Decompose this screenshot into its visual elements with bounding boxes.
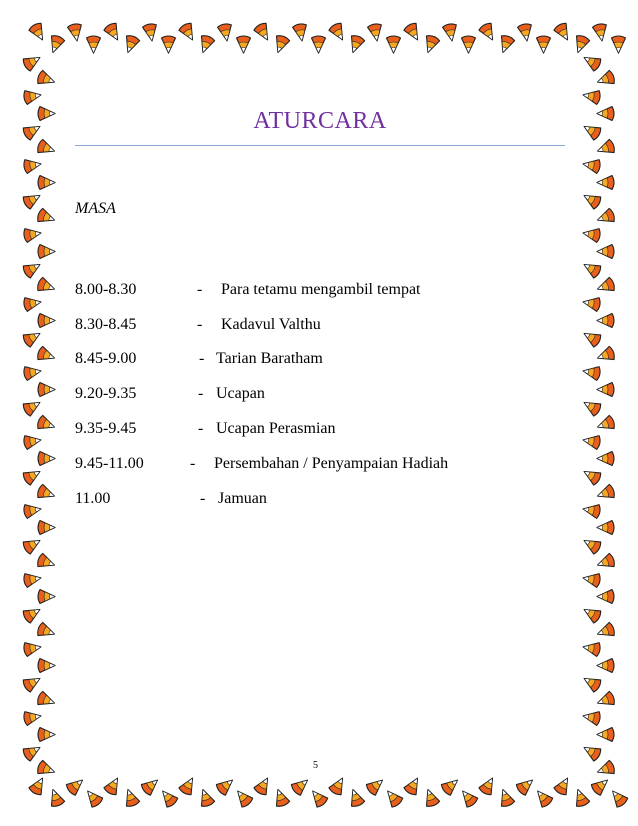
candy-corn-icon: [103, 22, 124, 44]
candy-corn-icon: [595, 208, 616, 227]
candy-corn-icon: [23, 640, 42, 657]
candy-corn-icon: [595, 139, 616, 158]
candy-corn-icon: [196, 34, 215, 55]
candy-corn-icon: [23, 709, 42, 726]
candy-corn-icon: [67, 23, 84, 42]
schedule-item: Jamuan: [218, 490, 267, 507]
candy-corn-icon: [217, 23, 234, 42]
candy-corn-icon: [46, 34, 65, 55]
candy-corn-icon: [121, 787, 140, 808]
candy-corn-icon: [581, 189, 603, 210]
schedule-heading: MASA: [75, 200, 116, 217]
candy-corn-icon: [28, 775, 49, 797]
candy-corn-icon: [22, 258, 44, 279]
schedule-item: Ucapan: [216, 385, 265, 402]
page-title: ATURCARA: [253, 108, 387, 134]
page-number: 5: [313, 760, 318, 771]
candy-corn-icon: [582, 709, 601, 726]
title-divider: [75, 145, 565, 146]
candy-corn-icon: [22, 189, 44, 210]
candy-corn-icon: [571, 787, 590, 808]
candy-corn-icon: [178, 22, 199, 44]
schedule-dash: -: [198, 420, 204, 437]
candy-corn-icon: [537, 36, 551, 53]
candy-corn-icon: [36, 139, 57, 158]
schedule-item: Para tetamu mengambil tempat: [221, 281, 421, 298]
candy-corn-icon: [23, 88, 42, 105]
candy-corn-icon: [36, 691, 57, 710]
schedule-dash: -: [197, 281, 203, 298]
candy-corn-icon: [22, 534, 44, 555]
candy-corn-icon: [215, 775, 237, 797]
schedule-dash: -: [200, 490, 206, 507]
candy-corn-icon: [157, 787, 179, 809]
schedule-row: [0, 455, 638, 477]
candy-corn-icon: [442, 23, 459, 42]
candy-corn-icon: [196, 787, 215, 808]
candy-corn-icon: [162, 36, 176, 53]
schedule-row: [0, 316, 638, 338]
schedule-item: Kadavul Valthu: [221, 316, 321, 333]
candy-corn-icon: [22, 672, 44, 693]
candy-corn-icon: [178, 775, 199, 797]
schedule-dash: -: [199, 350, 205, 367]
candy-corn-icon: [597, 728, 614, 742]
candy-corn-icon: [582, 157, 601, 174]
candy-corn-icon: [582, 640, 601, 657]
candy-corn-icon: [478, 22, 499, 44]
schedule-dash: -: [190, 455, 196, 472]
candy-corn-icon: [582, 226, 601, 243]
candy-corn-icon: [87, 36, 101, 53]
candy-corn-icon: [23, 157, 42, 174]
candy-corn-icon: [581, 603, 603, 624]
candy-corn-icon: [403, 775, 424, 797]
candy-corn-icon: [590, 775, 612, 797]
candy-corn-icon: [365, 775, 387, 797]
candy-corn-icon: [38, 176, 55, 190]
candy-corn-icon: [462, 36, 476, 53]
schedule-item: Tarian Baratham: [216, 350, 323, 367]
candy-corn-icon: [387, 36, 401, 53]
schedule-row: [0, 350, 638, 372]
candy-corn-icon: [307, 787, 329, 809]
candy-corn-icon: [595, 553, 616, 572]
candy-corn-icon: [346, 34, 365, 55]
candy-corn-icon: [592, 23, 609, 42]
candy-corn-icon: [121, 34, 140, 55]
candy-corn-icon: [23, 571, 42, 588]
candy-corn-icon: [82, 787, 104, 809]
candy-corn-icon: [253, 775, 274, 797]
candy-corn-icon: [595, 622, 616, 641]
candy-corn-icon: [496, 787, 515, 808]
candy-corn-icon: [46, 787, 65, 808]
schedule-time: 8.30-8.45: [75, 316, 137, 333]
candy-corn-icon: [23, 226, 42, 243]
schedule-time: 9.20-9.35: [75, 385, 137, 402]
candy-corn-icon: [457, 787, 479, 809]
candy-corn-icon: [65, 775, 87, 797]
candy-corn-icon: [36, 622, 57, 641]
candy-corn-icon: [595, 691, 616, 710]
schedule-time: 8.00-8.30: [75, 281, 137, 298]
candy-corn-icon: [38, 728, 55, 742]
candy-corn-icon: [595, 760, 616, 779]
candy-corn-icon: [237, 36, 251, 53]
candy-corn-icon: [36, 70, 57, 89]
candy-corn-icon: [328, 22, 349, 44]
candy-corn-icon: [597, 590, 614, 604]
candy-corn-icon: [597, 107, 614, 121]
schedule-dash: -: [197, 316, 203, 333]
candy-corn-icon: [312, 36, 326, 53]
schedule-time: 8.45-9.00: [75, 350, 137, 367]
candy-corn-icon: [553, 775, 574, 797]
candy-corn-icon: [36, 208, 57, 227]
candy-corn-icon: [271, 787, 290, 808]
candy-corn-icon: [22, 51, 44, 72]
schedule-row: [0, 490, 638, 512]
schedule-item: Persembahan / Penyampaian Hadiah: [214, 455, 449, 472]
candy-corn-icon: [595, 70, 616, 89]
candy-corn-icon: [496, 34, 515, 55]
candy-corn-icon: [271, 34, 290, 55]
candy-corn-icon: [581, 51, 603, 72]
candy-corn-icon: [382, 787, 404, 809]
candy-corn-icon: [582, 88, 601, 105]
candy-corn-icon: [292, 23, 309, 42]
candy-corn-icon: [515, 775, 537, 797]
schedule-time: 9.35-9.45: [75, 420, 137, 437]
candy-corn-icon: [22, 603, 44, 624]
candy-corn-icon: [253, 22, 274, 44]
candy-corn-icon: [581, 258, 603, 279]
candy-corn-icon: [22, 120, 44, 141]
candy-corn-icon: [582, 571, 601, 588]
candy-corn-icon: [581, 741, 603, 762]
candy-corn-icon: [421, 787, 440, 808]
candy-corn-icon: [532, 787, 554, 809]
candy-corn-icon: [403, 22, 424, 44]
schedule-time: 9.45-11.00: [75, 455, 144, 472]
schedule-time: 11.00: [75, 490, 111, 507]
candy-corn-icon: [440, 775, 462, 797]
candy-corn-icon: [38, 107, 55, 121]
candy-corn-icon: [612, 36, 626, 53]
candy-corn-icon: [140, 775, 162, 797]
schedule-dash: -: [198, 385, 204, 402]
candy-corn-icon: [478, 775, 499, 797]
candy-corn-icon: [38, 521, 55, 535]
candy-corn-icon: [36, 760, 57, 779]
candy-corn-icon: [597, 176, 614, 190]
schedule-row: [0, 420, 638, 442]
candy-corn-icon: [22, 741, 44, 762]
candy-corn-icon: [607, 787, 629, 809]
candy-corn-icon: [597, 659, 614, 673]
candy-corn-icon: [38, 659, 55, 673]
candy-corn-icon: [232, 787, 254, 809]
candy-corn-icon: [553, 22, 574, 44]
candy-corn-icon: [367, 23, 384, 42]
candy-corn-icon: [290, 775, 312, 797]
candy-corn-icon: [421, 34, 440, 55]
candy-corn-icon: [517, 23, 534, 42]
candy-corn-icon: [36, 553, 57, 572]
candy-corn-icon: [142, 23, 159, 42]
schedule-row: [0, 281, 638, 303]
schedule-item: Ucapan Perasmian: [216, 420, 336, 437]
candy-corn-icon: [581, 534, 603, 555]
candy-corn-icon: [28, 22, 49, 44]
candy-corn-icon: [597, 521, 614, 535]
candy-corn-icon: [581, 672, 603, 693]
candy-corn-icon: [328, 775, 349, 797]
candy-corn-icon: [597, 245, 614, 259]
candy-corn-icon: [38, 245, 55, 259]
schedule-row: [0, 385, 638, 407]
candy-corn-icon: [571, 34, 590, 55]
candy-corn-icon: [103, 775, 124, 797]
candy-corn-icon: [346, 787, 365, 808]
candy-corn-icon: [581, 120, 603, 141]
candy-corn-icon: [38, 590, 55, 604]
